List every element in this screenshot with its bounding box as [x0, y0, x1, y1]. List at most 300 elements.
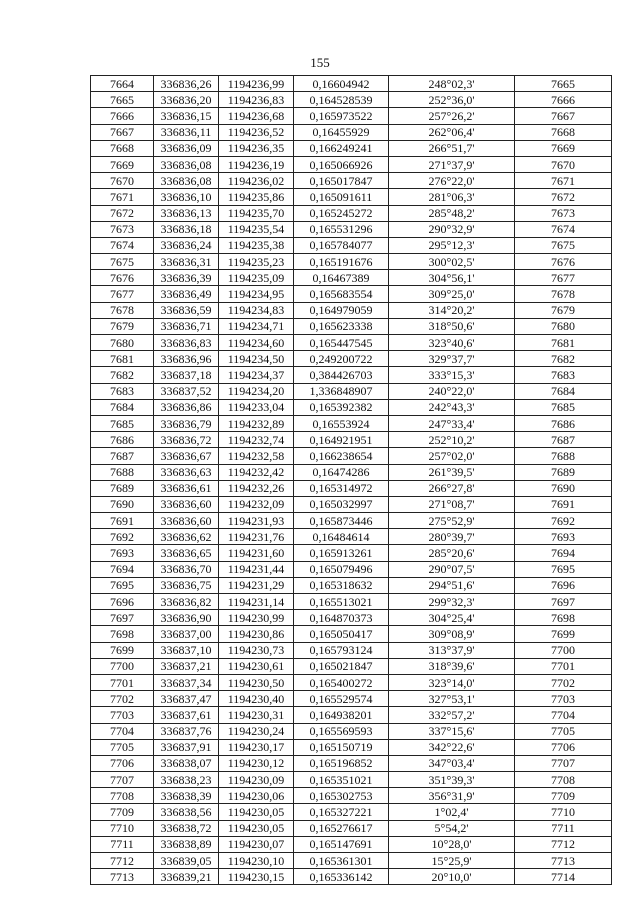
y-coordinate-cell: 1194230,09: [219, 772, 294, 788]
y-coordinate-cell: 1194233,04: [219, 399, 294, 415]
point-number-cell: 7677: [91, 286, 154, 302]
x-coordinate-cell: 336836,72: [154, 432, 219, 448]
y-coordinate-cell: 1194230,05: [219, 804, 294, 820]
distance-cell: 0,165021847: [294, 658, 389, 674]
point-number-cell: 7678: [91, 302, 154, 318]
x-coordinate-cell: 336836,65: [154, 545, 219, 561]
x-coordinate-cell: 336838,72: [154, 820, 219, 836]
distance-cell: 0,165191676: [294, 254, 389, 270]
direction-angle-cell: 329°37,7': [389, 351, 515, 367]
x-coordinate-cell: 336837,47: [154, 691, 219, 707]
point-number-cell: 7676: [91, 270, 154, 286]
distance-cell: 0,164528539: [294, 92, 389, 108]
x-coordinate-cell: 336836,82: [154, 594, 219, 610]
point-number-cell: 7673: [91, 221, 154, 237]
table-row: [91, 432, 612, 448]
point-number-cell: 7671: [91, 189, 154, 205]
point-number-cell: 7685: [91, 415, 154, 431]
next-point-number-cell: 7699: [515, 626, 612, 642]
direction-angle-cell: 290°32,9': [389, 221, 515, 237]
x-coordinate-cell: 336836,62: [154, 529, 219, 545]
direction-angle-cell: 266°51,7': [389, 140, 515, 156]
next-point-number-cell: 7712: [515, 836, 612, 852]
point-number-cell: 7713: [91, 869, 154, 885]
point-number-cell: 7710: [91, 820, 154, 836]
table-row: [91, 577, 612, 593]
x-coordinate-cell: 336836,08: [154, 156, 219, 172]
point-number-cell: 7687: [91, 448, 154, 464]
y-coordinate-cell: 1194231,14: [219, 594, 294, 610]
y-coordinate-cell: 1194234,60: [219, 335, 294, 351]
direction-angle-cell: 15°25,9': [389, 853, 515, 869]
next-point-number-cell: 7701: [515, 658, 612, 674]
point-number-cell: 7707: [91, 772, 154, 788]
table-row: [91, 869, 612, 885]
next-point-number-cell: 7688: [515, 448, 612, 464]
table-row: [91, 286, 612, 302]
x-coordinate-cell: 336836,11: [154, 124, 219, 140]
distance-cell: 0,165400272: [294, 674, 389, 690]
distance-cell: 0,165066926: [294, 156, 389, 172]
point-number-cell: 7695: [91, 577, 154, 593]
y-coordinate-cell: 1194236,68: [219, 108, 294, 124]
y-coordinate-cell: 1194230,15: [219, 869, 294, 885]
direction-angle-cell: 1°02,4': [389, 804, 515, 820]
point-number-cell: 7668: [91, 140, 154, 156]
distance-cell: 0,165447545: [294, 335, 389, 351]
table-row: [91, 156, 612, 172]
distance-cell: 0,165683554: [294, 286, 389, 302]
point-number-cell: 7689: [91, 480, 154, 496]
next-point-number-cell: 7696: [515, 577, 612, 593]
distance-cell: 0,165245272: [294, 205, 389, 221]
table-row: [91, 270, 612, 286]
x-coordinate-cell: 336836,31: [154, 254, 219, 270]
point-number-cell: 7703: [91, 707, 154, 723]
table-row: [91, 92, 612, 108]
direction-angle-cell: 290°07,5': [389, 561, 515, 577]
distance-cell: 0,165150719: [294, 739, 389, 755]
table-row: [91, 399, 612, 415]
direction-angle-cell: 323°14,0': [389, 674, 515, 690]
next-point-number-cell: 7668: [515, 124, 612, 140]
distance-cell: 0,16484614: [294, 529, 389, 545]
next-point-number-cell: 7686: [515, 415, 612, 431]
table-row: [91, 642, 612, 658]
y-coordinate-cell: 1194230,07: [219, 836, 294, 852]
distance-cell: 0,16467389: [294, 270, 389, 286]
y-coordinate-cell: 1194231,93: [219, 513, 294, 529]
x-coordinate-cell: 336838,39: [154, 788, 219, 804]
point-number-cell: 7682: [91, 367, 154, 383]
distance-cell: 0,384426703: [294, 367, 389, 383]
x-coordinate-cell: 336836,20: [154, 92, 219, 108]
next-point-number-cell: 7680: [515, 318, 612, 334]
x-coordinate-cell: 336837,76: [154, 723, 219, 739]
x-coordinate-cell: 336837,18: [154, 367, 219, 383]
table-row: [91, 140, 612, 156]
y-coordinate-cell: 1194232,58: [219, 448, 294, 464]
x-coordinate-cell: 336839,21: [154, 869, 219, 885]
next-point-number-cell: 7672: [515, 189, 612, 205]
y-coordinate-cell: 1194234,71: [219, 318, 294, 334]
distance-cell: 0,165529574: [294, 691, 389, 707]
distance-cell: 0,164870373: [294, 610, 389, 626]
distance-cell: 0,16474286: [294, 464, 389, 480]
next-point-number-cell: 7667: [515, 108, 612, 124]
direction-angle-cell: 242°43,3': [389, 399, 515, 415]
table-row: [91, 658, 612, 674]
point-number-cell: 7674: [91, 237, 154, 253]
direction-angle-cell: 309°25,0': [389, 286, 515, 302]
table-row: [91, 189, 612, 205]
direction-angle-cell: 285°20,6': [389, 545, 515, 561]
distance-cell: 0,165318632: [294, 577, 389, 593]
next-point-number-cell: 7707: [515, 755, 612, 771]
x-coordinate-cell: 336837,21: [154, 658, 219, 674]
distance-cell: 0,166249241: [294, 140, 389, 156]
table-row: [91, 480, 612, 496]
next-point-number-cell: 7706: [515, 739, 612, 755]
x-coordinate-cell: 336837,91: [154, 739, 219, 755]
y-coordinate-cell: 1194230,05: [219, 820, 294, 836]
next-point-number-cell: 7695: [515, 561, 612, 577]
table-row: [91, 755, 612, 771]
x-coordinate-cell: 336836,90: [154, 610, 219, 626]
y-coordinate-cell: 1194230,06: [219, 788, 294, 804]
table-row: [91, 464, 612, 480]
y-coordinate-cell: 1194231,44: [219, 561, 294, 577]
direction-angle-cell: 337°15,6': [389, 723, 515, 739]
direction-angle-cell: 252°10,2': [389, 432, 515, 448]
distance-cell: 0,165392382: [294, 399, 389, 415]
point-number-cell: 7709: [91, 804, 154, 820]
x-coordinate-cell: 336836,10: [154, 189, 219, 205]
direction-angle-cell: 252°36,0': [389, 92, 515, 108]
x-coordinate-cell: 336836,24: [154, 237, 219, 253]
x-coordinate-cell: 336837,00: [154, 626, 219, 642]
distance-cell: 0,165531296: [294, 221, 389, 237]
direction-angle-cell: 281°06,3': [389, 189, 515, 205]
direction-angle-cell: 257°02,0': [389, 448, 515, 464]
point-number-cell: 7667: [91, 124, 154, 140]
distance-cell: 0,165361301: [294, 853, 389, 869]
x-coordinate-cell: 336836,86: [154, 399, 219, 415]
direction-angle-cell: 257°26,2': [389, 108, 515, 124]
x-coordinate-cell: 336836,61: [154, 480, 219, 496]
y-coordinate-cell: 1194234,37: [219, 367, 294, 383]
next-point-number-cell: 7682: [515, 351, 612, 367]
table-row: [91, 691, 612, 707]
y-coordinate-cell: 1194234,83: [219, 302, 294, 318]
x-coordinate-cell: 336836,75: [154, 577, 219, 593]
x-coordinate-cell: 336836,79: [154, 415, 219, 431]
x-coordinate-cell: 336836,26: [154, 76, 219, 92]
next-point-number-cell: 7689: [515, 464, 612, 480]
point-number-cell: 7712: [91, 853, 154, 869]
point-number-cell: 7675: [91, 254, 154, 270]
table-row: [91, 367, 612, 383]
table-row: [91, 302, 612, 318]
y-coordinate-cell: 1194235,09: [219, 270, 294, 286]
point-number-cell: 7692: [91, 529, 154, 545]
x-coordinate-cell: 336838,56: [154, 804, 219, 820]
point-number-cell: 7672: [91, 205, 154, 221]
next-point-number-cell: 7681: [515, 335, 612, 351]
y-coordinate-cell: 1194230,12: [219, 755, 294, 771]
point-number-cell: 7681: [91, 351, 154, 367]
next-point-number-cell: 7714: [515, 869, 612, 885]
x-coordinate-cell: 336836,15: [154, 108, 219, 124]
y-coordinate-cell: 1194235,38: [219, 237, 294, 253]
distance-cell: 1,336848907: [294, 383, 389, 399]
y-coordinate-cell: 1194236,02: [219, 173, 294, 189]
direction-angle-cell: 10°28,0': [389, 836, 515, 852]
table-row: [91, 237, 612, 253]
distance-cell: 0,165302753: [294, 788, 389, 804]
distance-cell: 0,165793124: [294, 642, 389, 658]
next-point-number-cell: 7677: [515, 270, 612, 286]
table-row: [91, 788, 612, 804]
distance-cell: 0,16553924: [294, 415, 389, 431]
next-point-number-cell: 7697: [515, 594, 612, 610]
x-coordinate-cell: 336836,60: [154, 496, 219, 512]
x-coordinate-cell: 336836,13: [154, 205, 219, 221]
point-number-cell: 7693: [91, 545, 154, 561]
coordinates-table: [90, 75, 612, 885]
y-coordinate-cell: 1194236,35: [219, 140, 294, 156]
table-row: [91, 496, 612, 512]
x-coordinate-cell: 336837,10: [154, 642, 219, 658]
point-number-cell: 7698: [91, 626, 154, 642]
point-number-cell: 7670: [91, 173, 154, 189]
direction-angle-cell: 240°22,0': [389, 383, 515, 399]
x-coordinate-cell: 336836,71: [154, 318, 219, 334]
next-point-number-cell: 7710: [515, 804, 612, 820]
y-coordinate-cell: 1194235,54: [219, 221, 294, 237]
next-point-number-cell: 7676: [515, 254, 612, 270]
direction-angle-cell: 313°37,9': [389, 642, 515, 658]
table-row: [91, 383, 612, 399]
y-coordinate-cell: 1194230,99: [219, 610, 294, 626]
next-point-number-cell: 7684: [515, 383, 612, 399]
y-coordinate-cell: 1194236,52: [219, 124, 294, 140]
table-row: [91, 448, 612, 464]
point-number-cell: 7664: [91, 76, 154, 92]
direction-angle-cell: 342°22,6': [389, 739, 515, 755]
table-row: [91, 561, 612, 577]
point-number-cell: 7704: [91, 723, 154, 739]
y-coordinate-cell: 1194230,50: [219, 674, 294, 690]
next-point-number-cell: 7702: [515, 674, 612, 690]
y-coordinate-cell: 1194230,31: [219, 707, 294, 723]
next-point-number-cell: 7670: [515, 156, 612, 172]
distance-cell: 0,165513021: [294, 594, 389, 610]
point-number-cell: 7699: [91, 642, 154, 658]
distance-cell: 0,165336142: [294, 869, 389, 885]
table-row: [91, 221, 612, 237]
y-coordinate-cell: 1194236,99: [219, 76, 294, 92]
table-row: [91, 626, 612, 642]
y-coordinate-cell: 1194230,40: [219, 691, 294, 707]
point-number-cell: 7701: [91, 674, 154, 690]
table-row: [91, 853, 612, 869]
next-point-number-cell: 7690: [515, 480, 612, 496]
next-point-number-cell: 7666: [515, 92, 612, 108]
direction-angle-cell: 262°06,4': [389, 124, 515, 140]
x-coordinate-cell: 336836,09: [154, 140, 219, 156]
table-row: [91, 513, 612, 529]
next-point-number-cell: 7665: [515, 76, 612, 92]
direction-angle-cell: 351°39,3': [389, 772, 515, 788]
y-coordinate-cell: 1194236,83: [219, 92, 294, 108]
y-coordinate-cell: 1194232,26: [219, 480, 294, 496]
next-point-number-cell: 7694: [515, 545, 612, 561]
point-number-cell: 7702: [91, 691, 154, 707]
next-point-number-cell: 7679: [515, 302, 612, 318]
direction-angle-cell: 20°10,0': [389, 869, 515, 885]
direction-angle-cell: 247°33,4': [389, 415, 515, 431]
table-row: [91, 108, 612, 124]
x-coordinate-cell: 336836,39: [154, 270, 219, 286]
table-row: [91, 254, 612, 270]
next-point-number-cell: 7698: [515, 610, 612, 626]
direction-angle-cell: 347°03,4': [389, 755, 515, 771]
table-row: [91, 318, 612, 334]
direction-angle-cell: 5°54,2': [389, 820, 515, 836]
distance-cell: 0,165032997: [294, 496, 389, 512]
point-number-cell: 7669: [91, 156, 154, 172]
table-row: [91, 804, 612, 820]
y-coordinate-cell: 1194231,60: [219, 545, 294, 561]
x-coordinate-cell: 336839,05: [154, 853, 219, 869]
next-point-number-cell: 7704: [515, 707, 612, 723]
y-coordinate-cell: 1194232,89: [219, 415, 294, 431]
direction-angle-cell: 356°31,9': [389, 788, 515, 804]
next-point-number-cell: 7705: [515, 723, 612, 739]
direction-angle-cell: 327°53,1': [389, 691, 515, 707]
direction-angle-cell: 309°08,9': [389, 626, 515, 642]
point-number-cell: 7696: [91, 594, 154, 610]
distance-cell: 0,164979059: [294, 302, 389, 318]
y-coordinate-cell: 1194230,86: [219, 626, 294, 642]
point-number-cell: 7694: [91, 561, 154, 577]
next-point-number-cell: 7703: [515, 691, 612, 707]
direction-angle-cell: 266°27,8': [389, 480, 515, 496]
y-coordinate-cell: 1194230,73: [219, 642, 294, 658]
next-point-number-cell: 7709: [515, 788, 612, 804]
point-number-cell: 7706: [91, 755, 154, 771]
distance-cell: 0,165276617: [294, 820, 389, 836]
x-coordinate-cell: 336838,07: [154, 755, 219, 771]
table-row: [91, 594, 612, 610]
table-row: [91, 173, 612, 189]
distance-cell: 0,165017847: [294, 173, 389, 189]
direction-angle-cell: 295°12,3': [389, 237, 515, 253]
x-coordinate-cell: 336836,70: [154, 561, 219, 577]
y-coordinate-cell: 1194234,50: [219, 351, 294, 367]
distance-cell: 0,165569593: [294, 723, 389, 739]
x-coordinate-cell: 336836,49: [154, 286, 219, 302]
direction-angle-cell: 275°52,9': [389, 513, 515, 529]
direction-angle-cell: 304°25,4': [389, 610, 515, 626]
y-coordinate-cell: 1194230,61: [219, 658, 294, 674]
point-number-cell: 7679: [91, 318, 154, 334]
y-coordinate-cell: 1194234,95: [219, 286, 294, 302]
direction-angle-cell: 318°39,6': [389, 658, 515, 674]
y-coordinate-cell: 1194230,10: [219, 853, 294, 869]
table-row: [91, 820, 612, 836]
table-row: [91, 545, 612, 561]
y-coordinate-cell: 1194232,42: [219, 464, 294, 480]
distance-cell: 0,165913261: [294, 545, 389, 561]
distance-cell: 0,165351021: [294, 772, 389, 788]
y-coordinate-cell: 1194232,74: [219, 432, 294, 448]
table-row: [91, 674, 612, 690]
point-number-cell: 7666: [91, 108, 154, 124]
distance-cell: 0,16455929: [294, 124, 389, 140]
y-coordinate-cell: 1194232,09: [219, 496, 294, 512]
point-number-cell: 7697: [91, 610, 154, 626]
x-coordinate-cell: 336837,52: [154, 383, 219, 399]
next-point-number-cell: 7673: [515, 205, 612, 221]
point-number-cell: 7686: [91, 432, 154, 448]
x-coordinate-cell: 336836,96: [154, 351, 219, 367]
y-coordinate-cell: 1194234,20: [219, 383, 294, 399]
table-row: [91, 76, 612, 92]
y-coordinate-cell: 1194231,76: [219, 529, 294, 545]
next-point-number-cell: 7692: [515, 513, 612, 529]
direction-angle-cell: 276°22,0': [389, 173, 515, 189]
distance-cell: 0,165623338: [294, 318, 389, 334]
next-point-number-cell: 7669: [515, 140, 612, 156]
distance-cell: 0,165314972: [294, 480, 389, 496]
next-point-number-cell: 7693: [515, 529, 612, 545]
next-point-number-cell: 7691: [515, 496, 612, 512]
table-row: [91, 529, 612, 545]
y-coordinate-cell: 1194235,70: [219, 205, 294, 221]
point-number-cell: 7711: [91, 836, 154, 852]
point-number-cell: 7684: [91, 399, 154, 415]
distance-cell: 0,165147691: [294, 836, 389, 852]
distance-cell: 0,164921951: [294, 432, 389, 448]
point-number-cell: 7691: [91, 513, 154, 529]
table-row: [91, 739, 612, 755]
direction-angle-cell: 323°40,6': [389, 335, 515, 351]
point-number-cell: 7700: [91, 658, 154, 674]
distance-cell: 0,16604942: [294, 76, 389, 92]
direction-angle-cell: 332°57,2': [389, 707, 515, 723]
table-row: [91, 610, 612, 626]
x-coordinate-cell: 336836,63: [154, 464, 219, 480]
x-coordinate-cell: 336837,61: [154, 707, 219, 723]
direction-angle-cell: 318°50,6': [389, 318, 515, 334]
x-coordinate-cell: 336838,23: [154, 772, 219, 788]
distance-cell: 0,165784077: [294, 237, 389, 253]
direction-angle-cell: 271°08,7': [389, 496, 515, 512]
distance-cell: 0,166238654: [294, 448, 389, 464]
point-number-cell: 7688: [91, 464, 154, 480]
point-number-cell: 7680: [91, 335, 154, 351]
x-coordinate-cell: 336836,59: [154, 302, 219, 318]
direction-angle-cell: 294°51,6': [389, 577, 515, 593]
y-coordinate-cell: 1194231,29: [219, 577, 294, 593]
distance-cell: 0,165873446: [294, 513, 389, 529]
table-row: [91, 772, 612, 788]
next-point-number-cell: 7700: [515, 642, 612, 658]
distance-cell: 0,165050417: [294, 626, 389, 642]
distance-cell: 0,165091611: [294, 189, 389, 205]
